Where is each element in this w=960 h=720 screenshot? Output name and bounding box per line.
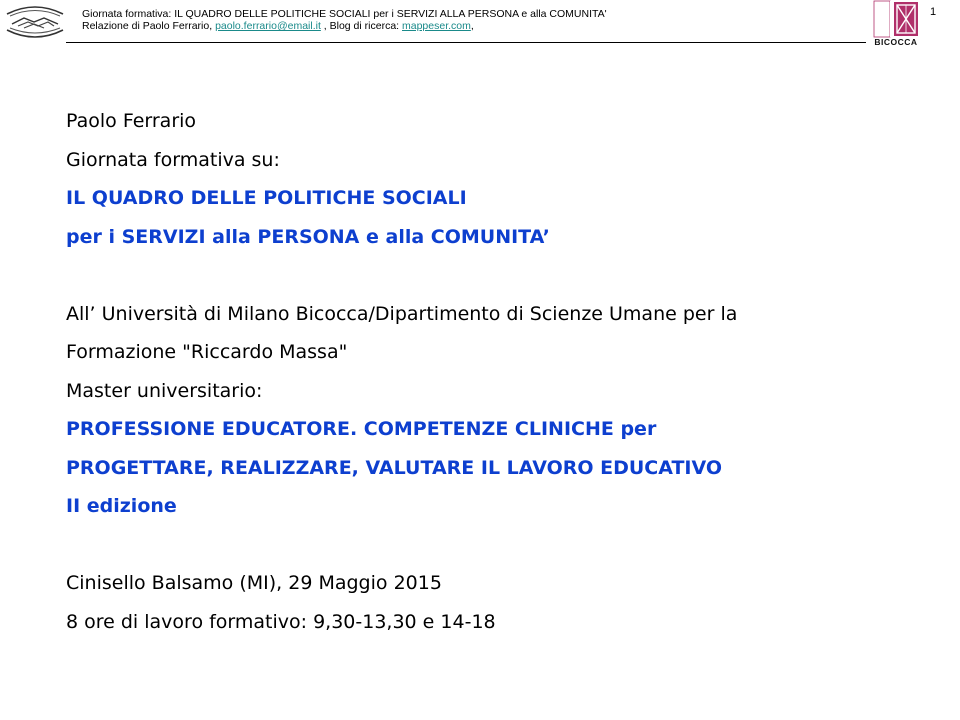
- title-line-1: IL QUADRO DELLE POLITICHE SOCIALI: [66, 187, 467, 209]
- hours: 8 ore di lavoro formativo: 9,30-13,30 e 14-18: [66, 610, 496, 633]
- header-divider: [66, 42, 866, 43]
- master-line-3: II edizione: [66, 495, 177, 517]
- venue-line-1: All’ Università di Milano Bicocca/Dipartimento di Scienze Umane per la: [66, 302, 738, 325]
- handshake-logo-icon: [4, 4, 66, 40]
- place-date: Cinisello Balsamo (MI), 29 Maggio 2015: [66, 572, 442, 594]
- slide-content: [66, 102, 926, 641]
- master-intro: Master universitario:: [66, 379, 263, 402]
- header-text: [82, 8, 607, 32]
- header-line-1: Giornata formativa: IL QUADRO DELLE POLITICHE SOCIALI per i SERVIZI ALLA PERSONA e alla COMUNITA': [82, 8, 607, 20]
- blog-link[interactable]: mappeser.com: [402, 20, 471, 32]
- page-header: [0, 0, 960, 50]
- master-line-1: PROFESSIONE EDUCATORE. COMPETENZE CLINICHE per: [66, 418, 657, 440]
- spacer: [66, 256, 926, 295]
- master-line-2: PROGETTARE, REALIZZARE, VALUTARE IL LAVORO EDUCATIVO: [66, 456, 723, 479]
- header-line-2: [82, 20, 607, 32]
- spacer: [66, 526, 926, 565]
- author-name: Paolo Ferrario: [66, 110, 197, 132]
- venue-line-2: Formazione "Riccardo Massa": [66, 341, 348, 363]
- header-line-2-suffix: ,: [470, 20, 474, 32]
- university-logo-word: BICOCCA: [874, 37, 918, 47]
- header-line-2-prefix: Relazione di Paolo Ferrario,: [82, 20, 216, 32]
- event-intro: Giornata formativa su:: [66, 148, 280, 171]
- page-number: 1: [930, 6, 937, 18]
- header-line-2-middle: , Blog di ricerca:: [320, 20, 402, 32]
- title-line-2: per i SERVIZI alla PERSONA e alla COMUNITA’: [66, 225, 550, 248]
- email-link[interactable]: paolo.ferrario@email.it: [215, 20, 321, 32]
